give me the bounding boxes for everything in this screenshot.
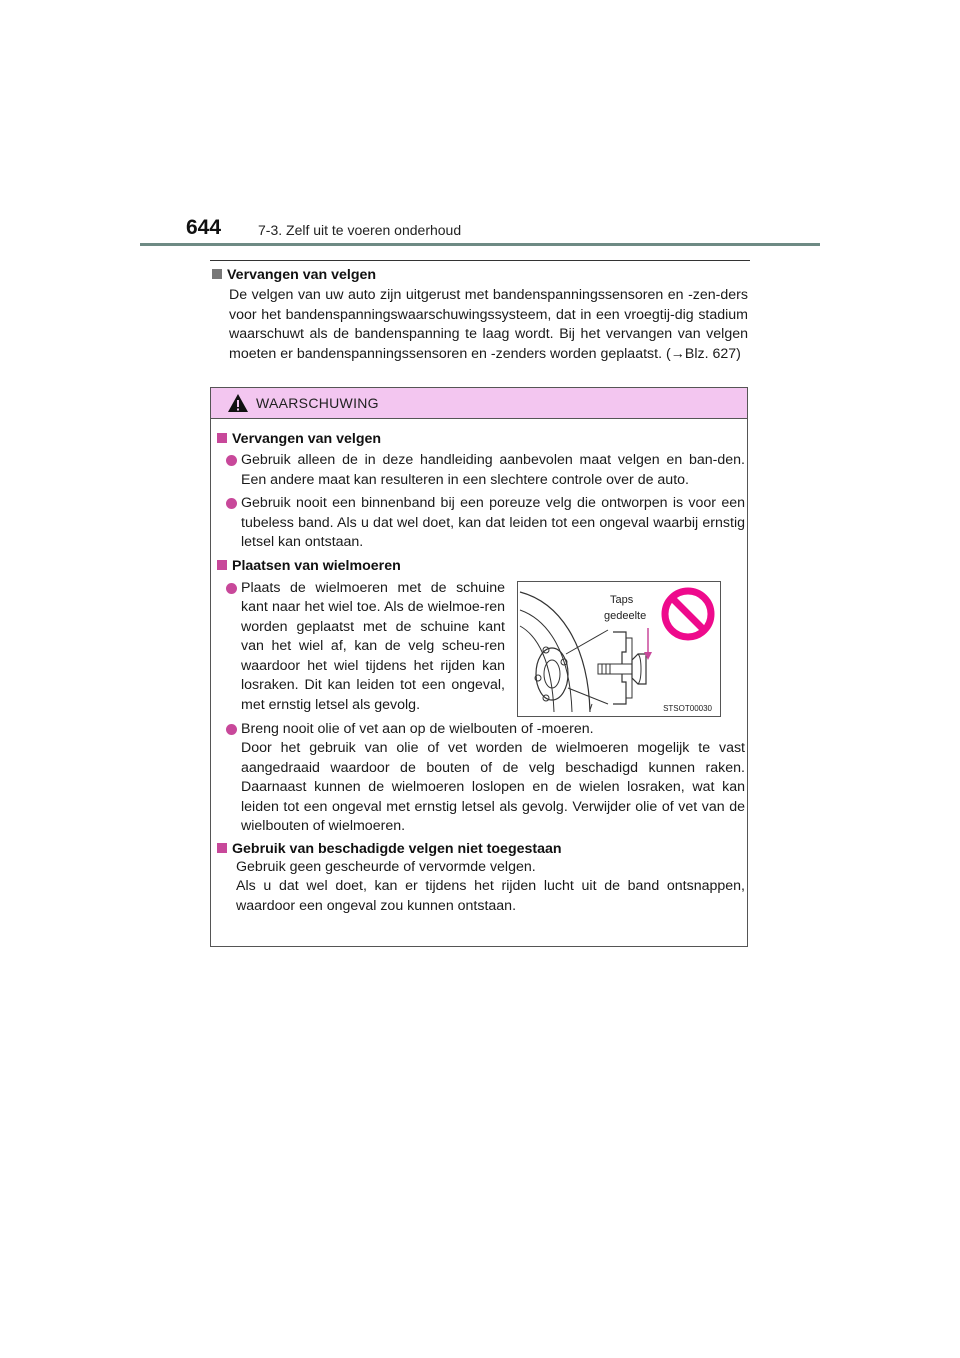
list-item: Breng nooit olie of vet aan op de wielbouten of -moeren. Door het gebruik van olie of vet worden de wielmoeren mogelijk te vast aangedraaid waardoor de bouten of de velg beschadigd kunnen raken. Daarnaast kunnen de wielmoeren loslopen en de wielen losraken, wat kan leiden tot een ongeval met ernstig letsel als gevolg. Verwijder olie of vet van de wielbouten of wielmoeren. xyxy=(226,720,745,837)
figure-code: STSOT00030 xyxy=(663,703,712,713)
bullet-dot-icon xyxy=(226,583,237,594)
warning-body xyxy=(217,430,745,916)
list-item: Gebruik alleen de in deze handleiding aanbevolen maat velgen en ban-den. Een andere maat kan resulteren in een slechtere controle over de auto. xyxy=(226,451,745,490)
wheel-nut-figure xyxy=(517,581,721,717)
warning-title: WAARSCHUWING xyxy=(256,395,379,411)
square-bullet-icon xyxy=(217,560,227,570)
prohibition-icon xyxy=(660,586,716,642)
list-item: Plaats de wielmoeren met de schuine kant naar het wiel toe. Als de wielmoe-ren worden geplaatst met de schuine kant van het wiel af, kan de velg scheu-ren waardoor het wiel tijdens het rijden kan losraken. Dit kan leiden tot een ongeval, met ernstig letsel als gevolg. xyxy=(226,579,505,716)
square-bullet-icon xyxy=(217,433,227,443)
intro-text: De velgen van uw auto zijn uitgerust met bandenspanningssensoren en -zen-ders voor het bandenspanningswaarschuwingssysteem, dat in een vroegtij-dig stadium waarschuwt als de bandenspanning te laag wordt. Bij het vervangen van velgen moeten er bandenspanningssensoren en -zenders worden geplaatst. (→Blz. 627) xyxy=(229,287,748,362)
intro-rule xyxy=(210,260,750,261)
header-rule xyxy=(140,243,820,246)
paragraph: Gebruik geen gescheurde of vervormde velgen. xyxy=(236,858,536,875)
warning-section-heading: Gebruik van beschadigde velgen niet toegestaan xyxy=(217,840,745,858)
bullet-dot-icon xyxy=(226,724,237,735)
figure-label-taps: Taps xyxy=(610,593,634,606)
bullet-dot-icon xyxy=(226,455,237,466)
section-title: 7-3. Zelf uit te voeren onderhoud xyxy=(258,222,462,238)
warning-header xyxy=(211,388,747,419)
list-item: Gebruik nooit een binnenband bij een poreuze velg die ontworpen is voor een tubeless band. Als u dat wel doet, kan dat leiden tot een ongeval waarbij ernstig letsel kan ontstaan. xyxy=(226,494,745,553)
warning-section-heading: Plaatsen van wielmoeren xyxy=(217,557,745,575)
figure-label-gedeelte: gedeelte xyxy=(604,609,647,622)
square-bullet-icon xyxy=(217,843,227,853)
square-bullet-icon xyxy=(212,269,222,279)
page-number: 644 xyxy=(186,216,222,239)
intro-heading: Vervangen van velgen xyxy=(212,266,748,284)
intro-section xyxy=(212,266,748,364)
warning-triangle-icon xyxy=(227,393,249,413)
wheel-nut-split xyxy=(217,575,745,717)
warning-section-heading: Vervangen van velgen xyxy=(217,430,745,448)
bullet-dot-icon xyxy=(226,498,237,509)
warning-box xyxy=(210,387,748,947)
paragraph: Als u dat wel doet, kan er tijdens het rijden lucht uit de band ontsnappen, waardoor een ongeval zou kunnen ontstaan. xyxy=(236,878,745,914)
